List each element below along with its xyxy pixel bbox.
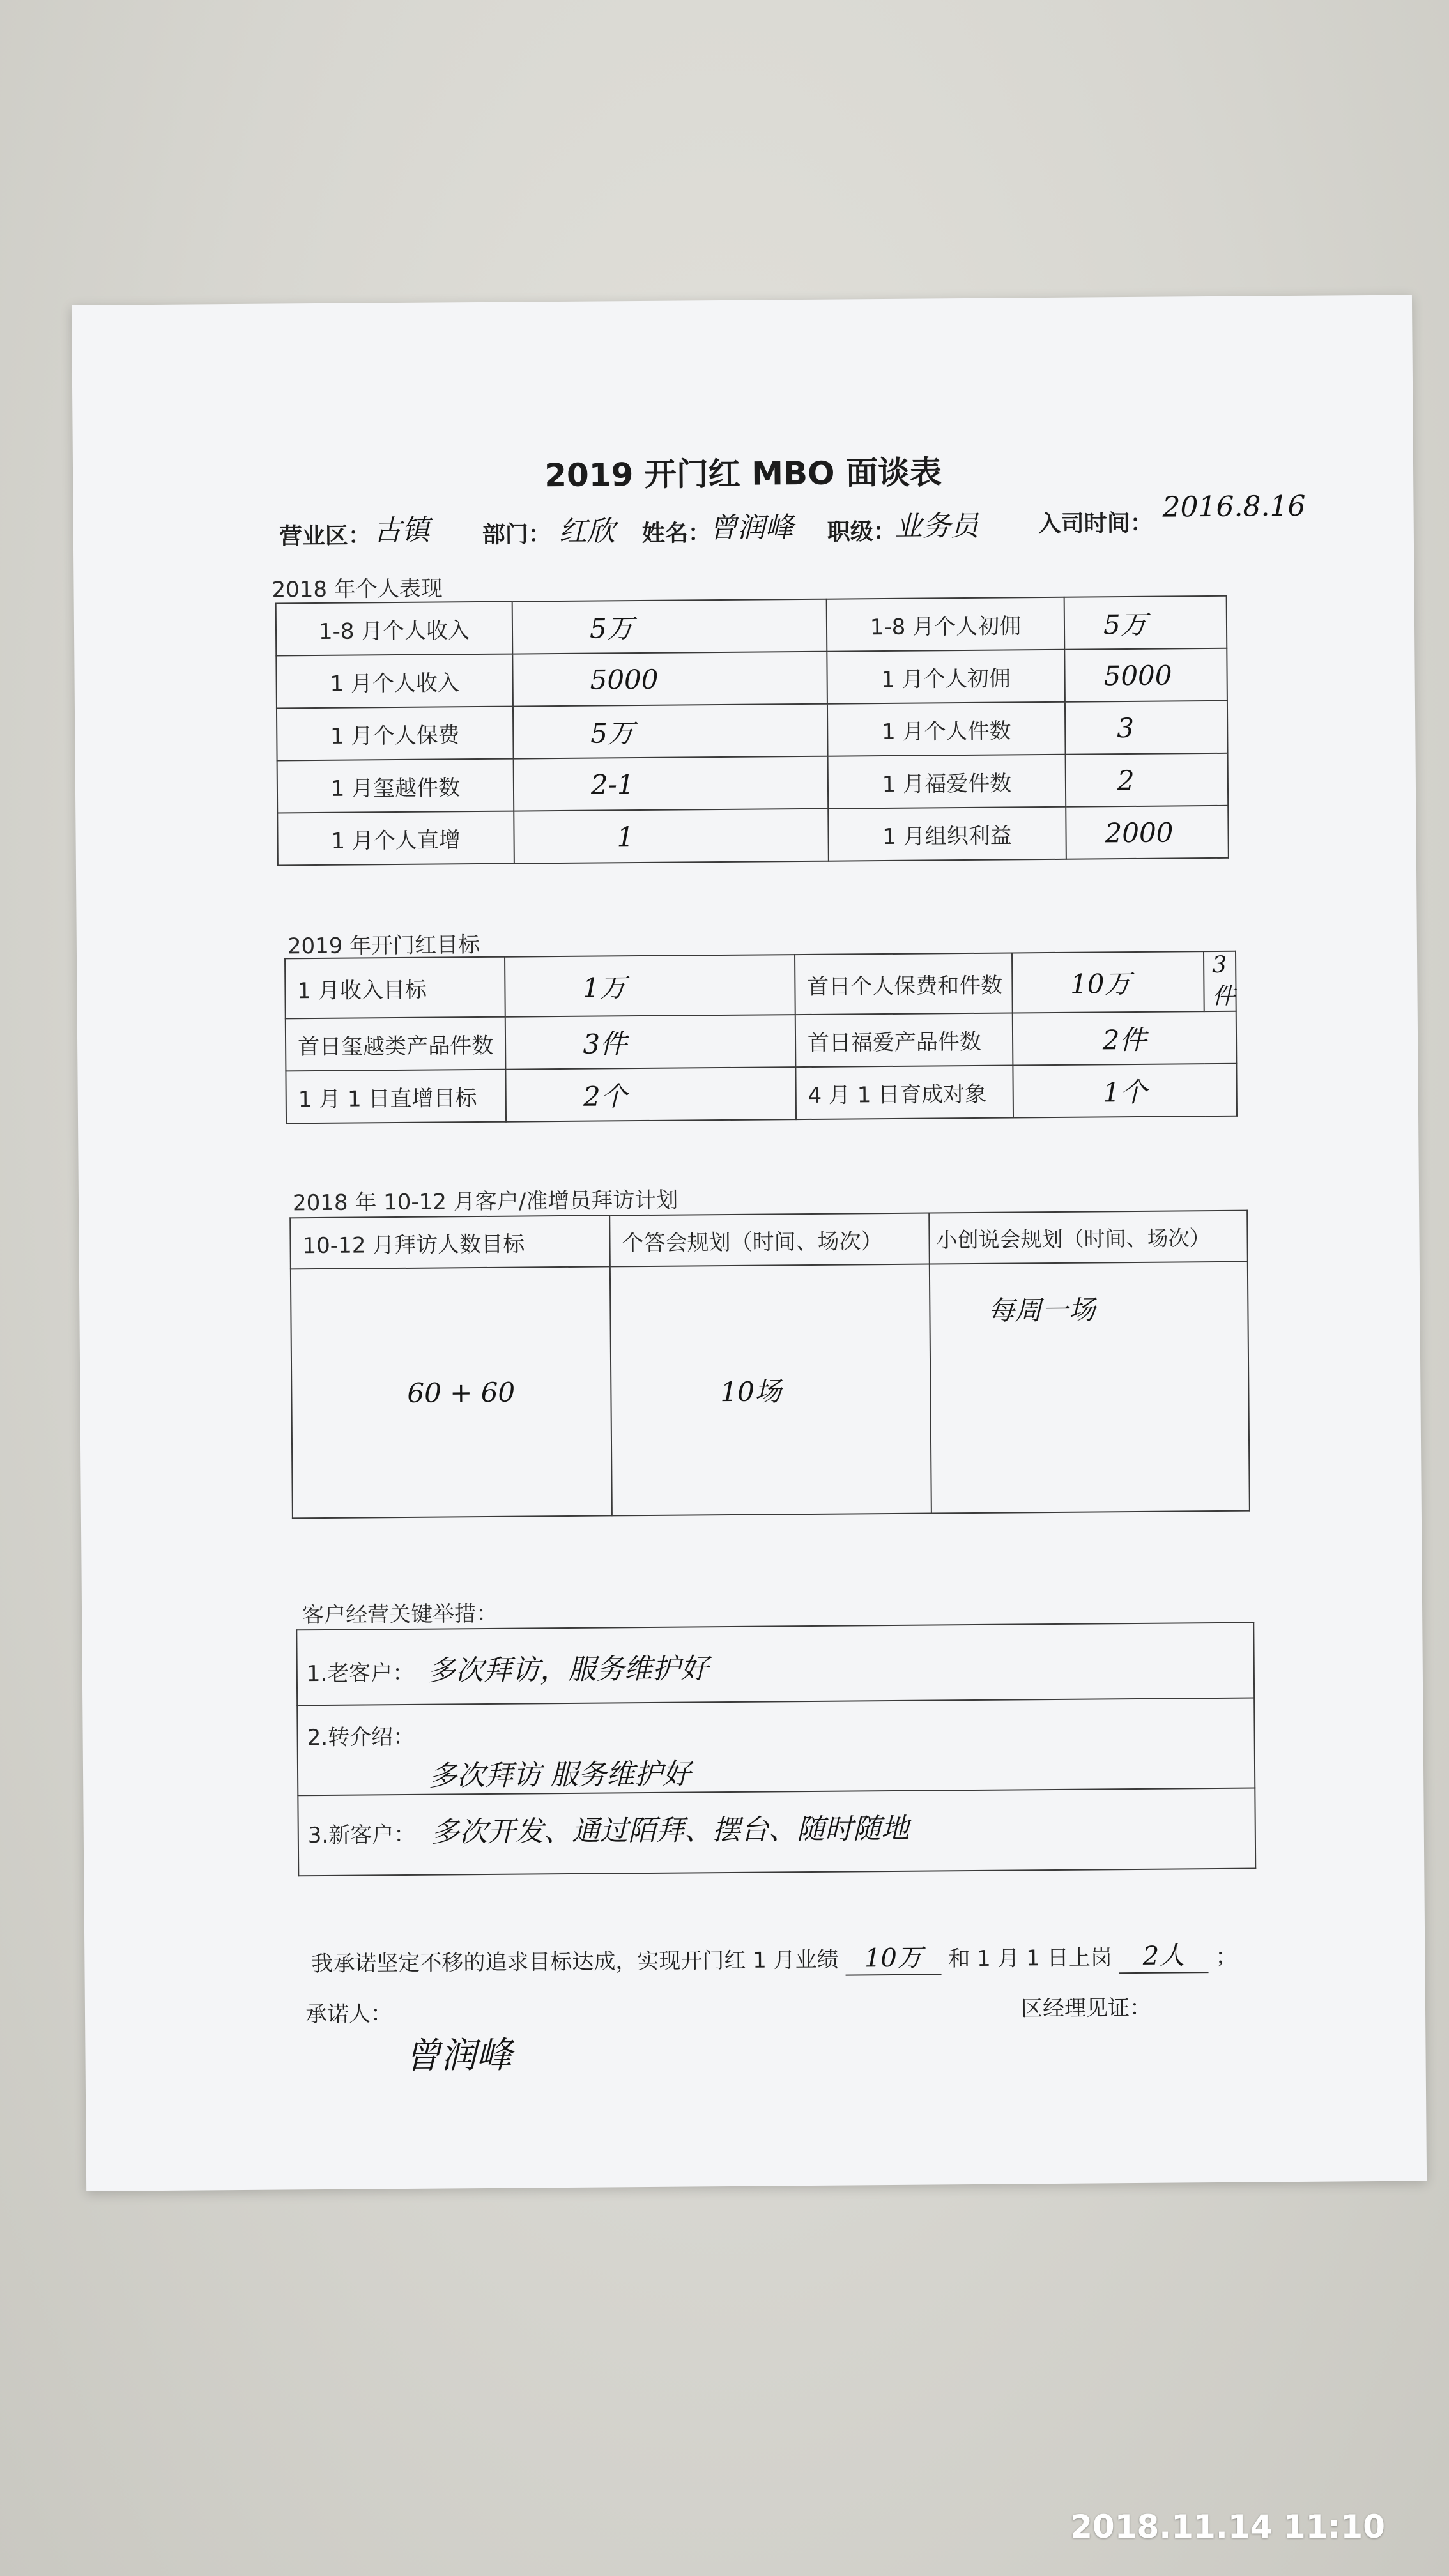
table-row [290, 1211, 1248, 1269]
table-row [286, 1064, 1237, 1124]
photo-timestamp: 2018.11.14 11:10 [1070, 2508, 1385, 2545]
department-value: 红欣 [558, 515, 616, 549]
table-row [298, 1788, 1255, 1876]
measure-label: 3.新客户： [307, 1821, 416, 1849]
interview-form-sheet [72, 295, 1427, 2191]
cell-value: 1万 [505, 954, 795, 1017]
visit-plan-table [289, 1210, 1250, 1519]
cell-label: 1 月组织利益 [828, 807, 1066, 861]
cell-label: 1 月收入目标 [285, 957, 505, 1019]
business-area-value: 古镇 [373, 514, 430, 548]
cell-value: 3件 [505, 1015, 795, 1070]
name-value: 曾润峰 [709, 511, 793, 545]
cell-value: 5万 [513, 704, 828, 759]
measure-label: 1.老客户： [306, 1660, 415, 1687]
cell-label: 1 月玺越件数 [277, 759, 514, 813]
cell-label: 1 月个人件数 [827, 702, 1066, 756]
cell-value: 5000 [1064, 648, 1227, 702]
join-date-value: 2016.8.16 [1162, 489, 1306, 524]
performance-2018-table [275, 595, 1229, 866]
promisor-label: 承诺人： [305, 2001, 393, 2028]
section-2018-performance-heading: 2018 年个人表现 [272, 576, 443, 603]
cell-value: 5000 [512, 652, 827, 707]
key-measures-table [296, 1622, 1256, 1877]
department-label: 部门： [482, 521, 552, 548]
section-key-measures-heading: 客户经营关键举措： [302, 1600, 498, 1629]
cell-label: 1-8 月个人收入 [276, 602, 513, 656]
table-row [296, 1623, 1254, 1706]
table-row [297, 1698, 1255, 1796]
cell-label: 1 月个人收入 [276, 654, 513, 709]
manager-witness-label: 区经理见证： [1020, 1995, 1152, 2022]
measure-label: 2.转介绍： [307, 1724, 415, 1751]
cell-label: 1 月个人保费 [277, 707, 514, 761]
job-level-value: 业务员 [894, 509, 979, 543]
join-date-label: 入司时间： [1038, 510, 1153, 538]
table-row [276, 596, 1227, 656]
cell-value: 5万 [1064, 596, 1227, 650]
form-title: 2019 开门红 MBO 面谈表 [544, 454, 942, 494]
business-area-label: 营业区： [279, 523, 372, 550]
section-visit-plan-heading: 2018 年 10-12 月客户/准增员拜访计划 [292, 1187, 678, 1216]
target-2019-table [284, 951, 1238, 1124]
commitment-statement [311, 1935, 1237, 1980]
section-2019-target-heading: 2019 年开门红目标 [287, 932, 480, 960]
commitment-end: ； [1215, 1943, 1238, 1970]
cell-value: 2 [1066, 753, 1229, 807]
cell-value: 5万 [512, 599, 827, 654]
january-performance-value: 10万 [845, 1937, 941, 1975]
cell-value: 60 + 60 [291, 1266, 612, 1518]
cell-label: 4 月 1 日育成对象 [795, 1065, 1013, 1119]
cell-label: 1 月福爱件数 [828, 755, 1066, 809]
name-label: 姓名： [641, 520, 712, 547]
column-header: 10-12 月拜访人数目标 [290, 1215, 610, 1269]
cell-value: 1 [514, 809, 829, 864]
table-row [277, 806, 1229, 866]
measure-value: 多次开发、通过陌拜、摆台、随时随地 [431, 1812, 910, 1849]
promisor-signature: 曾润峰 [404, 2034, 512, 2077]
column-header: 小创说会规划（时间、场次） [929, 1211, 1248, 1264]
measure-row-referral [297, 1698, 1255, 1796]
cell-label: 首日个人保费和件数 [795, 953, 1013, 1015]
table-row [277, 753, 1229, 813]
table-row [277, 701, 1228, 761]
cell-label: 首日玺越类产品件数 [286, 1017, 506, 1071]
commitment-text-1: 我承诺坚定不移的追求目标达成，实现开门红 1 月业绩 [311, 1947, 839, 1977]
cell-label: 1 月个人初佣 [827, 650, 1065, 704]
cell-value: 10万 [1012, 951, 1204, 1013]
table-row [285, 951, 1236, 1019]
cell-value: 2000 [1066, 806, 1229, 859]
job-level-label: 职级： [827, 518, 896, 546]
onboard-count-value: 2人 [1119, 1935, 1208, 1974]
cell-value: 3 [1065, 701, 1228, 755]
measure-row-new-customer [298, 1788, 1255, 1876]
cell-value: 每周一场 [930, 1262, 1250, 1514]
table-row [291, 1262, 1250, 1519]
commitment-text-2: 和 1 月 1 日上岗 [948, 1945, 1112, 1972]
cell-value: 10场 [610, 1264, 931, 1515]
cell-value: 3件 [1204, 951, 1236, 1011]
cell-value: 2个 [506, 1067, 796, 1122]
cell-value: 2-1 [514, 756, 829, 811]
measure-row-old-customer [296, 1623, 1254, 1706]
cell-label: 首日福爱产品件数 [795, 1013, 1013, 1067]
measure-value: 多次拜访，服务维护好 [427, 1652, 709, 1687]
cell-label: 1 月 1 日直增目标 [286, 1070, 506, 1124]
cell-value: 2件 [1012, 1011, 1236, 1066]
measure-value: 多次拜访 服务维护好 [428, 1758, 691, 1793]
table-row [276, 648, 1227, 709]
table-row [286, 1011, 1237, 1071]
cell-value: 1个 [1013, 1064, 1237, 1118]
column-header: 个答会规划（时间、场次） [610, 1213, 930, 1267]
cell-label: 1 月个人直增 [277, 811, 514, 866]
cell-label: 1-8 月个人初佣 [827, 597, 1065, 652]
